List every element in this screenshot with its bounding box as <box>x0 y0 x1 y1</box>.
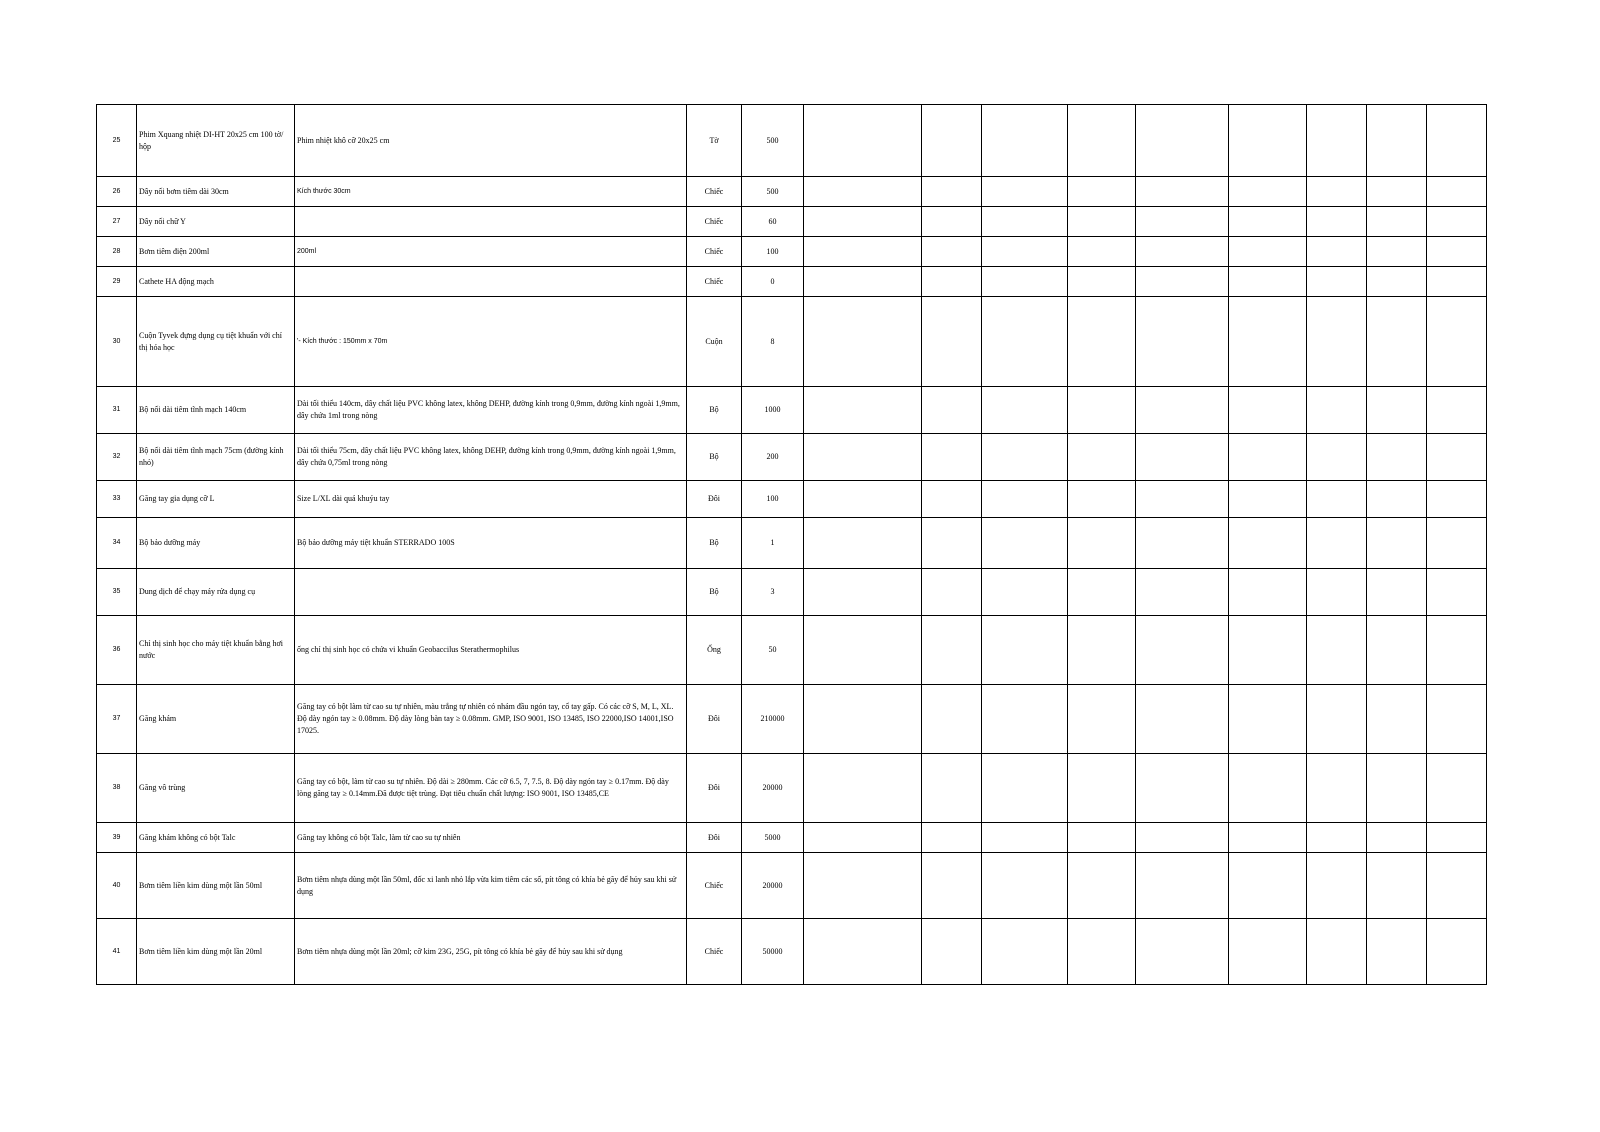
empty-cell <box>1068 481 1136 518</box>
item-quantity: 1000 <box>742 387 804 434</box>
empty-cell <box>1229 297 1307 387</box>
item-name: Bộ bảo dưỡng máy <box>137 518 295 569</box>
item-quantity: 1 <box>742 518 804 569</box>
empty-cell <box>1427 207 1487 237</box>
item-name: Găng tay gia dụng cỡ L <box>137 481 295 518</box>
empty-cell <box>1427 237 1487 267</box>
empty-cell <box>1367 207 1427 237</box>
item-unit: Chiếc <box>687 267 742 297</box>
empty-cell <box>804 616 922 685</box>
empty-cell <box>1367 853 1427 919</box>
empty-cell <box>1367 237 1427 267</box>
item-name: Dây nối bơm tiêm dài 30cm <box>137 177 295 207</box>
empty-cell <box>1068 919 1136 985</box>
empty-cell <box>1136 685 1229 754</box>
empty-cell <box>1136 569 1229 616</box>
empty-cell <box>982 207 1068 237</box>
empty-cell <box>1367 919 1427 985</box>
empty-cell <box>804 434 922 481</box>
empty-cell <box>1068 105 1136 177</box>
empty-cell <box>1427 297 1487 387</box>
item-spec: Bơm tiêm nhựa dùng một lần 50ml, đốc xi lanh nhỏ lắp vừa kim tiêm các số, pít tông có khía bẻ gãy để hủy sau khi sử dụng <box>295 853 687 919</box>
item-unit: Chiếc <box>687 177 742 207</box>
empty-cell <box>1367 685 1427 754</box>
empty-cell <box>922 105 982 177</box>
empty-cell <box>1068 853 1136 919</box>
empty-cell <box>1136 616 1229 685</box>
item-spec: Dài tối thiểu 75cm, dây chất liệu PVC không latex, không DEHP, đường kính trong 0,9mm, đường kính ngoài 1,9mm, dây chứa 0,75ml trong nòng <box>295 434 687 481</box>
empty-cell <box>922 237 982 267</box>
empty-cell <box>1068 267 1136 297</box>
empty-cell <box>1068 518 1136 569</box>
empty-cell <box>804 685 922 754</box>
empty-cell <box>982 853 1068 919</box>
item-quantity: 50000 <box>742 919 804 985</box>
item-name: Chỉ thị sinh học cho máy tiệt khuẩn bằng hơi nước <box>137 616 295 685</box>
empty-cell <box>804 297 922 387</box>
empty-cell <box>922 297 982 387</box>
item-unit: Bộ <box>687 434 742 481</box>
empty-cell <box>982 297 1068 387</box>
table-row <box>97 105 1487 177</box>
empty-cell <box>922 569 982 616</box>
item-quantity: 100 <box>742 481 804 518</box>
empty-cell <box>922 685 982 754</box>
table-row <box>97 919 1487 985</box>
item-spec: 200ml <box>295 237 687 267</box>
item-name: Bộ nối dài tiêm tĩnh mạch 75cm (đường kính nhỏ) <box>137 434 295 481</box>
item-name: Cuộn Tyvek đựng dụng cụ tiệt khuẩn với chỉ thị hóa học <box>137 297 295 387</box>
item-name: Bơm tiêm liền kim dùng một lần 50ml <box>137 853 295 919</box>
empty-cell <box>1367 105 1427 177</box>
empty-cell <box>1229 387 1307 434</box>
item-unit: Đôi <box>687 685 742 754</box>
empty-cell <box>1068 207 1136 237</box>
empty-cell <box>1229 434 1307 481</box>
item-quantity: 500 <box>742 105 804 177</box>
item-spec: Phim nhiệt khô cỡ 20x25 cm <box>295 105 687 177</box>
empty-cell <box>1229 754 1307 823</box>
row-number: 30 <box>97 297 137 387</box>
empty-cell <box>1068 237 1136 267</box>
item-name: Bộ nối dài tiêm tĩnh mạch 140cm <box>137 387 295 434</box>
empty-cell <box>1229 685 1307 754</box>
empty-cell <box>1068 177 1136 207</box>
empty-cell <box>982 754 1068 823</box>
empty-cell <box>1136 434 1229 481</box>
item-quantity: 500 <box>742 177 804 207</box>
item-unit: Ống <box>687 616 742 685</box>
item-quantity: 100 <box>742 237 804 267</box>
empty-cell <box>1136 518 1229 569</box>
row-number: 37 <box>97 685 137 754</box>
empty-cell <box>1068 616 1136 685</box>
empty-cell <box>1136 387 1229 434</box>
empty-cell <box>1229 105 1307 177</box>
empty-cell <box>1367 518 1427 569</box>
item-unit: Tờ <box>687 105 742 177</box>
empty-cell <box>1307 853 1367 919</box>
empty-cell <box>804 823 922 853</box>
empty-cell <box>982 823 1068 853</box>
empty-cell <box>1427 685 1487 754</box>
item-quantity: 50 <box>742 616 804 685</box>
item-quantity: 5000 <box>742 823 804 853</box>
item-spec: Găng tay có bột, làm từ cao su tự nhiên. Độ dài ≥ 280mm. Các cỡ 6.5, 7, 7.5, 8. Độ dày ngón tay ≥ 0.17mm. Độ dày lòng găng tay ≥ 0.14mm.Đã được tiệt trùng. Đạt tiêu chuẩn chất lượng: ISO 9001, ISO 13485,CE <box>295 754 687 823</box>
item-name: Dây nối chữ Y <box>137 207 295 237</box>
row-number: 31 <box>97 387 137 434</box>
empty-cell <box>804 518 922 569</box>
row-number: 34 <box>97 518 137 569</box>
empty-cell <box>1427 177 1487 207</box>
empty-cell <box>1427 754 1487 823</box>
item-name: Dung dịch để chạy máy rửa dụng cụ <box>137 569 295 616</box>
empty-cell <box>1307 267 1367 297</box>
table-row <box>97 267 1487 297</box>
item-quantity: 200 <box>742 434 804 481</box>
item-unit: Đôi <box>687 823 742 853</box>
empty-cell <box>1367 481 1427 518</box>
table-row <box>97 569 1487 616</box>
empty-cell <box>1427 823 1487 853</box>
item-spec: Găng tay không có bột Talc, làm từ cao su tự nhiên <box>295 823 687 853</box>
empty-cell <box>1307 569 1367 616</box>
table-row <box>97 297 1487 387</box>
empty-cell <box>804 481 922 518</box>
empty-cell <box>1307 823 1367 853</box>
item-spec: Găng tay có bột làm từ cao su tự nhiên, màu trắng tự nhiên có nhám đầu ngón tay, cổ tay gấp. Có các cỡ S, M, L, XL. Độ dày ngón tay ≥ 0.08mm. Độ dày lòng bàn tay ≥ 0.08mm. GMP, ISO 9001, ISO 13485, ISO 22000,ISO 14001,ISO 17025. <box>295 685 687 754</box>
empty-cell <box>1136 853 1229 919</box>
empty-cell <box>1068 387 1136 434</box>
item-quantity: 3 <box>742 569 804 616</box>
row-number: 39 <box>97 823 137 853</box>
item-spec <box>295 267 687 297</box>
row-number: 33 <box>97 481 137 518</box>
empty-cell <box>1229 177 1307 207</box>
empty-cell <box>1367 754 1427 823</box>
empty-cell <box>1307 919 1367 985</box>
empty-cell <box>1367 267 1427 297</box>
row-number: 28 <box>97 237 137 267</box>
empty-cell <box>982 267 1068 297</box>
item-unit: Chiếc <box>687 237 742 267</box>
item-name: Găng khám không có bột Talc <box>137 823 295 853</box>
item-name: Cathete HA động mạch <box>137 267 295 297</box>
item-quantity: 8 <box>742 297 804 387</box>
empty-cell <box>1427 267 1487 297</box>
empty-cell <box>982 237 1068 267</box>
empty-cell <box>1427 569 1487 616</box>
empty-cell <box>1229 919 1307 985</box>
empty-cell <box>1136 823 1229 853</box>
empty-cell <box>1229 616 1307 685</box>
empty-cell <box>922 481 982 518</box>
empty-cell <box>1136 754 1229 823</box>
item-unit: Bộ <box>687 569 742 616</box>
empty-cell <box>1307 237 1367 267</box>
empty-cell <box>1229 481 1307 518</box>
empty-cell <box>982 569 1068 616</box>
item-quantity: 0 <box>742 267 804 297</box>
empty-cell <box>804 853 922 919</box>
item-name: Găng vô trùng <box>137 754 295 823</box>
empty-cell <box>1068 297 1136 387</box>
item-spec: Bơm tiêm nhựa dùng một lần 20ml; cỡ kim 23G, 25G, pít tông có khía bẻ gãy để hủy sau khi sử dụng <box>295 919 687 985</box>
empty-cell <box>982 481 1068 518</box>
table-row <box>97 177 1487 207</box>
empty-cell <box>1136 919 1229 985</box>
empty-cell <box>982 177 1068 207</box>
empty-cell <box>1136 297 1229 387</box>
item-unit: Chiếc <box>687 853 742 919</box>
item-spec: Kích thước 30cm <box>295 177 687 207</box>
empty-cell <box>1068 754 1136 823</box>
empty-cell <box>804 919 922 985</box>
item-name: Bơm tiêm điện 200ml <box>137 237 295 267</box>
table-row <box>97 853 1487 919</box>
empty-cell <box>804 105 922 177</box>
empty-cell <box>1136 105 1229 177</box>
item-unit: Chiếc <box>687 207 742 237</box>
empty-cell <box>922 177 982 207</box>
item-quantity: 20000 <box>742 853 804 919</box>
empty-cell <box>1307 518 1367 569</box>
empty-cell <box>1427 518 1487 569</box>
empty-cell <box>1229 237 1307 267</box>
table-row <box>97 481 1487 518</box>
empty-cell <box>1229 853 1307 919</box>
empty-cell <box>1136 237 1229 267</box>
empty-cell <box>804 267 922 297</box>
item-unit: Bộ <box>687 518 742 569</box>
row-number: 41 <box>97 919 137 985</box>
empty-cell <box>804 207 922 237</box>
table-row <box>97 685 1487 754</box>
empty-cell <box>1307 387 1367 434</box>
empty-cell <box>1229 823 1307 853</box>
empty-cell <box>1427 105 1487 177</box>
empty-cell <box>1307 297 1367 387</box>
empty-cell <box>982 105 1068 177</box>
empty-cell <box>804 387 922 434</box>
empty-cell <box>1427 919 1487 985</box>
empty-cell <box>922 434 982 481</box>
empty-cell <box>1367 616 1427 685</box>
empty-cell <box>1427 616 1487 685</box>
item-quantity: 20000 <box>742 754 804 823</box>
empty-cell <box>922 853 982 919</box>
empty-cell <box>1307 685 1367 754</box>
empty-cell <box>1367 434 1427 481</box>
item-spec <box>295 207 687 237</box>
empty-cell <box>922 919 982 985</box>
item-spec: Size L/XL dài quá khuỷu tay <box>295 481 687 518</box>
empty-cell <box>1136 481 1229 518</box>
item-unit: Đôi <box>687 754 742 823</box>
empty-cell <box>1136 207 1229 237</box>
item-spec <box>295 569 687 616</box>
empty-cell <box>982 387 1068 434</box>
item-unit: Đôi <box>687 481 742 518</box>
item-spec: Bộ bảo dưỡng máy tiệt khuẩn STERRADO 100S <box>295 518 687 569</box>
table-row <box>97 518 1487 569</box>
empty-cell <box>1367 177 1427 207</box>
empty-cell <box>1307 616 1367 685</box>
item-name: Găng khám <box>137 685 295 754</box>
row-number: 29 <box>97 267 137 297</box>
empty-cell <box>1307 434 1367 481</box>
empty-cell <box>1307 177 1367 207</box>
row-number: 35 <box>97 569 137 616</box>
item-unit: Chiếc <box>687 919 742 985</box>
table-row <box>97 616 1487 685</box>
item-unit: Bộ <box>687 387 742 434</box>
row-number: 27 <box>97 207 137 237</box>
empty-cell <box>1427 481 1487 518</box>
empty-cell <box>922 616 982 685</box>
empty-cell <box>922 207 982 237</box>
empty-cell <box>1367 823 1427 853</box>
empty-cell <box>1427 434 1487 481</box>
item-unit: Cuộn <box>687 297 742 387</box>
empty-cell <box>1427 853 1487 919</box>
empty-cell <box>1229 518 1307 569</box>
item-spec: '- Kích thước : 150mm x 70m <box>295 297 687 387</box>
empty-cell <box>922 267 982 297</box>
empty-cell <box>1068 823 1136 853</box>
row-number: 36 <box>97 616 137 685</box>
empty-cell <box>922 518 982 569</box>
empty-cell <box>1367 569 1427 616</box>
empty-cell <box>982 434 1068 481</box>
empty-cell <box>1229 267 1307 297</box>
supply-table <box>96 104 1487 985</box>
empty-cell <box>982 685 1068 754</box>
empty-cell <box>1229 207 1307 237</box>
item-name: Phim Xquang nhiệt DI-HT 20x25 cm 100 tờ/ hộp <box>137 105 295 177</box>
item-spec: ống chỉ thị sinh học có chứa vi khuẩn Geobaccilus Sterathermophilus <box>295 616 687 685</box>
empty-cell <box>1068 685 1136 754</box>
row-number: 38 <box>97 754 137 823</box>
empty-cell <box>804 569 922 616</box>
empty-cell <box>982 518 1068 569</box>
empty-cell <box>1307 105 1367 177</box>
row-number: 26 <box>97 177 137 207</box>
empty-cell <box>922 754 982 823</box>
item-name: Bơm tiêm liền kim dùng một lần 20ml <box>137 919 295 985</box>
row-number: 40 <box>97 853 137 919</box>
empty-cell <box>1367 297 1427 387</box>
row-number: 25 <box>97 105 137 177</box>
empty-cell <box>804 177 922 207</box>
table-row <box>97 754 1487 823</box>
empty-cell <box>1136 267 1229 297</box>
empty-cell <box>1307 207 1367 237</box>
empty-cell <box>1427 387 1487 434</box>
empty-cell <box>1136 177 1229 207</box>
empty-cell <box>982 616 1068 685</box>
empty-cell <box>804 754 922 823</box>
row-number: 32 <box>97 434 137 481</box>
table-row <box>97 237 1487 267</box>
table-row <box>97 207 1487 237</box>
table-row <box>97 434 1487 481</box>
empty-cell <box>922 823 982 853</box>
empty-cell <box>922 387 982 434</box>
item-quantity: 60 <box>742 207 804 237</box>
empty-cell <box>982 919 1068 985</box>
empty-cell <box>804 237 922 267</box>
empty-cell <box>1229 569 1307 616</box>
empty-cell <box>1307 754 1367 823</box>
table-body <box>97 105 1487 985</box>
table-row <box>97 823 1487 853</box>
empty-cell <box>1307 481 1367 518</box>
item-quantity: 210000 <box>742 685 804 754</box>
empty-cell <box>1068 569 1136 616</box>
table-row <box>97 387 1487 434</box>
empty-cell <box>1068 434 1136 481</box>
empty-cell <box>1367 387 1427 434</box>
item-spec: Dài tối thiểu 140cm, dây chất liệu PVC không latex, không DEHP, đường kính trong 0,9mm, đường kính ngoài 1,9mm, dây chứa 1ml trong nòng <box>295 387 687 434</box>
